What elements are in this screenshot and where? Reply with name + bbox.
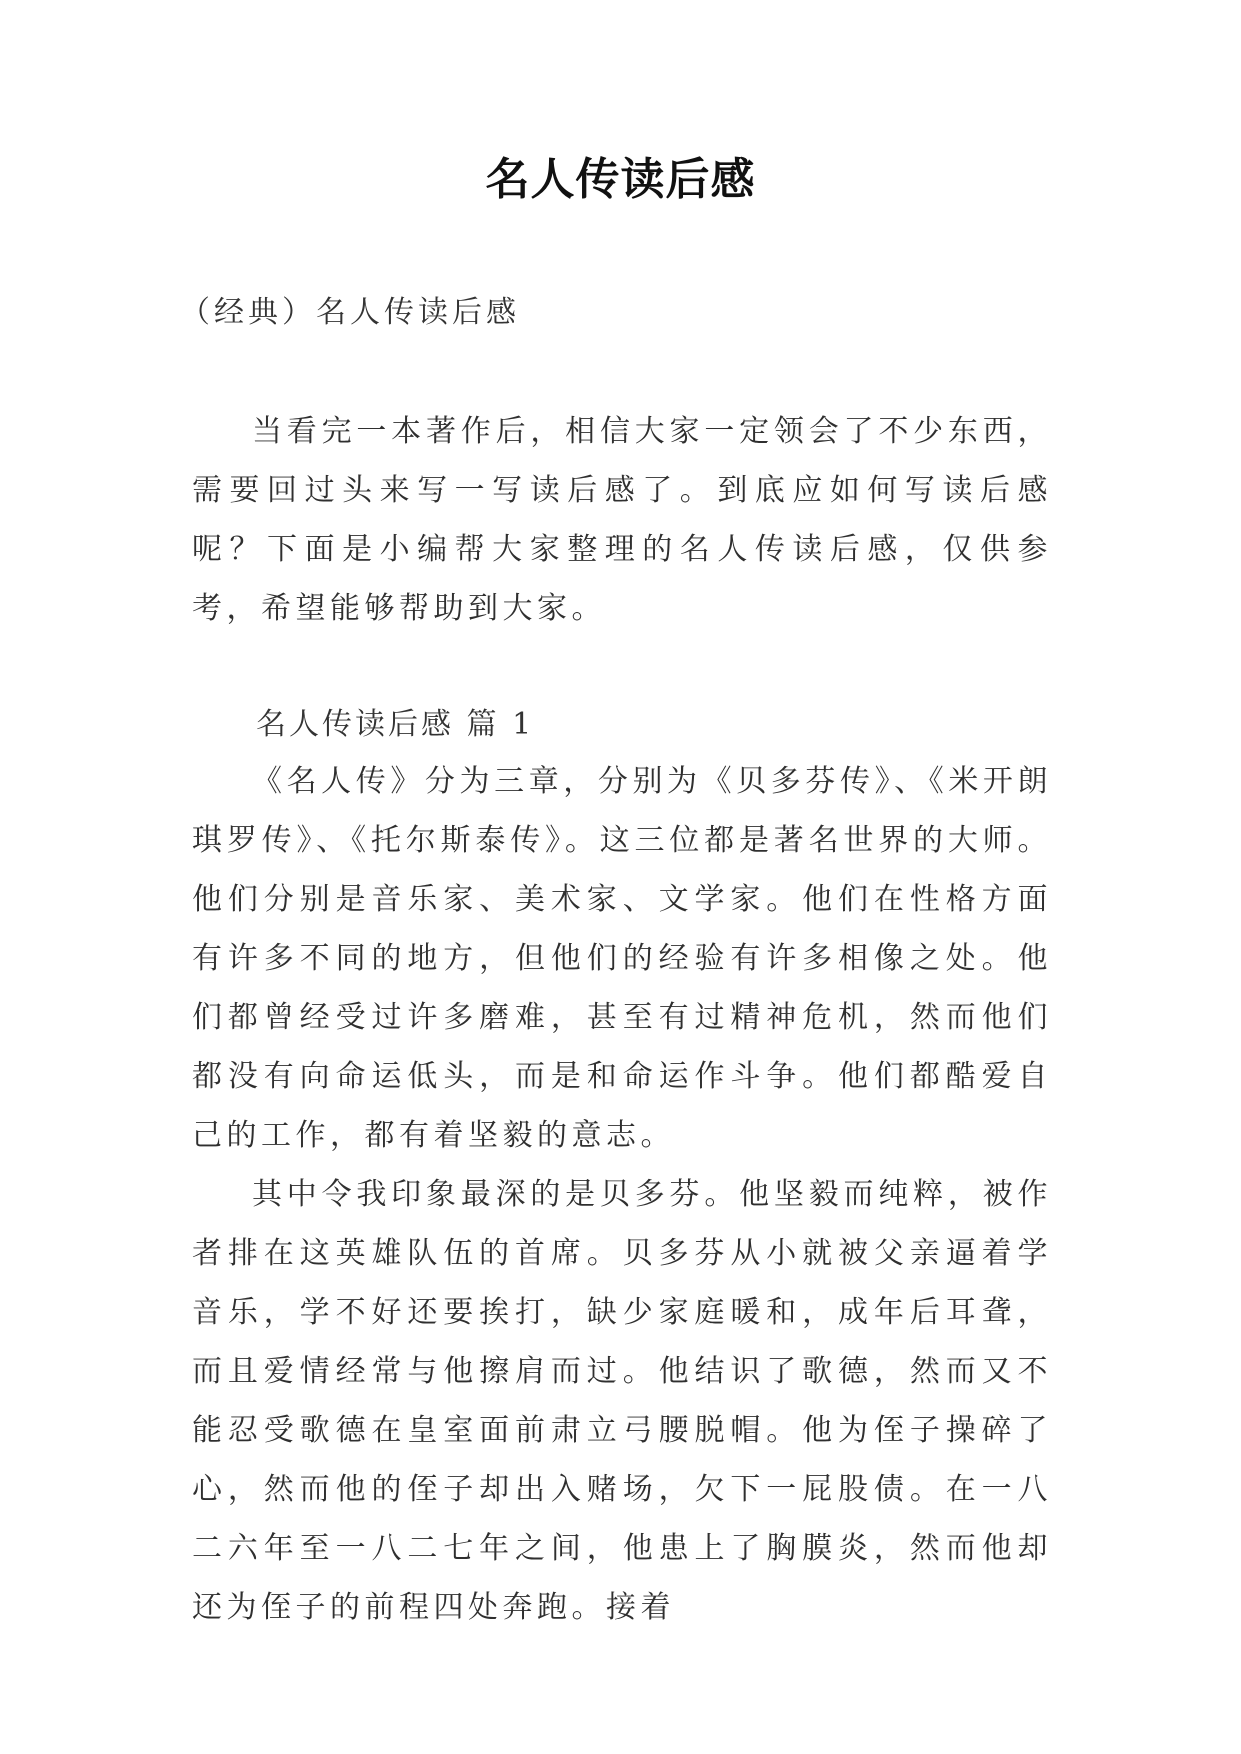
intro-paragraph: 当看完一本著作后，相信大家一定领会了不少东西，需要回过头来写一写读后感了。到底应如何写读后感呢？下面是小编帮大家整理的名人传读后感，仅供参考，希望能够帮助到大家。 xyxy=(192,414,1052,626)
document-title: 名人传读后感 xyxy=(485,154,756,205)
section-heading: 名人传读后感 篇 1 xyxy=(256,707,535,742)
document-subtitle: （经典）名人传读后感 xyxy=(180,295,520,330)
body-block xyxy=(192,752,1052,1637)
body-paragraph: 《名人传》分为三章，分别为《贝多芬传》、《米开朗琪罗传》、《托尔斯泰传》。这三位都是著名世界的大师。他们分别是音乐家、美术家、文学家。他们在性格方面有许多不同的地方，但他们的经验有许多相像之处。他们都曾经受过许多磨难，甚至有过精神危机，然而他们都没有向命运低头，而是和命运作斗争。他们都酷爱自己的工作，都有着坚毅的意志。 xyxy=(192,764,1052,1153)
intro-block xyxy=(192,402,1052,638)
body-paragraph: 其中令我印象最深的是贝多芬。他坚毅而纯粹，被作者排在这英雄队伍的首席。贝多芬从小就被父亲逼着学音乐，学不好还要挨打，缺少家庭暖和，成年后耳聋，而且爱情经常与他擦肩而过。他结识了歌德，然而又不能忍受歌德在皇室面前肃立弓腰脱帽。他为侄子操碎了心，然而他的侄子却出入赌场，欠下一屁股债。在一八二六年至一八二七年之间，他患上了胸膜炎，然而他却还为侄子的前程四处奔跑。接着 xyxy=(192,1177,1052,1625)
